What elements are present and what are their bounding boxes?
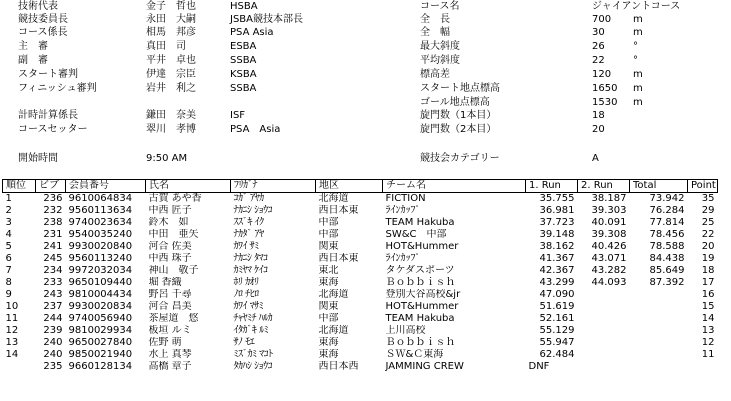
course-row <box>0 96 731 109</box>
course-unit: m <box>633 97 643 108</box>
table-cell: 233 <box>43 277 63 288</box>
table-cell: 236 <box>43 193 63 204</box>
course-value: 26 <box>592 41 605 52</box>
table-row <box>3 337 718 349</box>
table-cell: 43.071 <box>591 253 627 264</box>
table-cell: 東北 <box>318 265 339 276</box>
table-cell: 17 <box>701 277 715 288</box>
table-cell: 35 <box>701 193 715 204</box>
official-role: コースセッター <box>18 124 88 135</box>
table-cell: 231 <box>43 229 63 240</box>
table-cell <box>630 349 688 361</box>
table-cell: 40.426 <box>591 241 627 252</box>
category-row <box>0 152 731 165</box>
table-cell <box>630 301 688 313</box>
course-unit: m <box>633 69 643 80</box>
official-org: SSBA <box>230 83 257 94</box>
table-cell: 茶屋道 悠 <box>148 313 199 324</box>
table-cell: 7 <box>5 265 12 276</box>
start-time-label: 開始時間 <box>18 153 58 164</box>
official-role: 技術代表 <box>18 1 58 12</box>
table-cell: 37.723 <box>539 217 575 228</box>
table-cell: ﾅｶﾀﾞ ｱﾔ <box>233 229 264 240</box>
table-cell: 西日本西 <box>318 361 359 372</box>
course-value: 22 <box>592 55 605 66</box>
table-cell: ﾎﾘ ｶｵﾘ <box>233 277 259 288</box>
table-cell: HOT&Hummer <box>385 301 459 312</box>
official-name: 伊達 宗臣 <box>146 69 196 80</box>
table-cell: 関東 <box>318 301 339 312</box>
course-value: ジャイアントコース <box>592 1 681 12</box>
table-cell: ﾅｶﾆｼ ｼｮｳｺ <box>233 205 273 216</box>
table-cell: 43.282 <box>591 265 627 276</box>
table-cell: 板垣 ルミ <box>148 325 192 336</box>
course-value: 120 <box>592 69 612 80</box>
table-cell: 中部 <box>318 313 339 324</box>
table-row <box>3 241 718 253</box>
table-cell: 241 <box>43 241 63 252</box>
table-cell: ｲﾀｶﾞｷ ﾙﾐ <box>233 325 269 336</box>
table-cell: ﾀｶﾊｼ ｼｮｳｺ <box>233 361 273 372</box>
table-cell: 10 <box>5 301 19 312</box>
official-name: 平井 卓也 <box>146 55 196 66</box>
table-cell: ﾁｬﾔﾐﾁ ﾊﾙｶ <box>233 313 273 324</box>
official-role: 計時計算係長 <box>18 110 78 121</box>
table-cell: 登別大谷高校&jr <box>385 289 461 300</box>
table-cell: 43.299 <box>539 277 575 288</box>
table-cell: ｺｶﾞ ｱﾔｶ <box>233 193 264 204</box>
course-row <box>0 13 731 26</box>
official-name: 相馬 邦彦 <box>146 27 196 38</box>
table-cell: ｽｽﾞｷ ｲｸ <box>233 217 264 228</box>
table-cell: 55.129 <box>539 325 575 336</box>
table-cell: 25 <box>701 217 715 228</box>
course-unit: m <box>633 27 643 38</box>
course-label: 最大斜度 <box>420 41 460 52</box>
table-cell: 38.187 <box>591 193 627 204</box>
table-cell: 9972032034 <box>68 265 133 276</box>
table-row <box>3 253 718 265</box>
column-header: 地区 <box>316 180 383 193</box>
table-cell: 52.161 <box>539 313 575 324</box>
table-cell: ＳＷ&Ｃ東海 <box>385 349 444 360</box>
table-cell: 239 <box>43 325 63 336</box>
table-cell: 39.308 <box>591 229 627 240</box>
table-header-row <box>3 180 718 193</box>
table-cell: 東海 <box>318 349 339 360</box>
table-cell: 3 <box>5 217 12 228</box>
table-cell: 堀 香織 <box>148 277 182 288</box>
table-cell: 240 <box>43 349 63 360</box>
course-label: 標高差 <box>420 69 450 80</box>
table-cell: 6 <box>5 253 12 264</box>
table-cell <box>630 313 688 325</box>
table-cell <box>630 337 688 349</box>
table-cell: 11 <box>5 313 19 324</box>
table-cell <box>578 313 630 325</box>
table-cell: 22 <box>701 229 715 240</box>
table-row <box>3 313 718 325</box>
table-cell: 20 <box>701 241 715 252</box>
table-cell: 87.392 <box>649 277 685 288</box>
table-row <box>3 289 718 301</box>
official-name: 永田 大嗣 <box>146 14 196 25</box>
table-cell: DNF <box>528 361 550 372</box>
table-cell: 41.367 <box>539 253 575 264</box>
column-header: 氏名 <box>146 180 231 193</box>
table-cell: 9560113634 <box>68 205 133 216</box>
table-cell: ｶﾐﾔﾏ ｹｲｺ <box>233 265 268 276</box>
column-header: 2. Run <box>578 180 630 193</box>
table-row <box>3 265 718 277</box>
course-row <box>0 26 731 39</box>
table-cell: 5 <box>5 241 12 252</box>
table-cell: TEAM Hakuba <box>385 217 455 228</box>
table-cell: 西日本東 <box>318 205 359 216</box>
table-cell: 北海道 <box>318 325 349 336</box>
course-value: 1650 <box>592 83 618 94</box>
table-cell: 上川高校 <box>385 325 426 336</box>
table-cell: 古賀 あや香 <box>148 193 202 204</box>
table-cell: 78.588 <box>649 241 685 252</box>
official-name: 翠川 孝博 <box>146 124 196 135</box>
table-cell <box>3 361 36 373</box>
category-label: 競技会カテゴリー <box>420 153 500 164</box>
table-row <box>3 325 718 337</box>
column-header: ビブ <box>36 180 66 193</box>
table-cell: 12 <box>701 337 715 348</box>
course-label: コース名 <box>420 1 460 12</box>
table-row <box>3 193 718 206</box>
table-cell: 河合 佐美 <box>148 241 192 252</box>
table-cell <box>578 325 630 337</box>
table-cell <box>578 349 630 361</box>
table-cell: Ｂｏｂｂｉｓｈ <box>385 277 456 288</box>
table-cell: 16 <box>701 289 715 300</box>
official-role: 競技委員長 <box>18 14 68 25</box>
official-org: SSBA <box>230 55 257 66</box>
column-header: 1. Run <box>526 180 578 193</box>
table-cell: 神山 敬子 <box>148 265 199 276</box>
table-cell: 35.755 <box>539 193 575 204</box>
results-table <box>2 179 718 373</box>
table-cell <box>578 289 630 301</box>
table-cell: 36.981 <box>539 205 575 216</box>
table-cell: 9540035240 <box>68 229 133 240</box>
official-name: 鎌田 奈美 <box>146 110 196 121</box>
table-cell: 14 <box>5 349 19 360</box>
course-row <box>0 68 731 81</box>
table-cell: HOT&Hummer <box>385 241 459 252</box>
table-cell: 39.303 <box>591 205 627 216</box>
table-cell: 9650027840 <box>68 337 133 348</box>
table-cell: 東海 <box>318 337 339 348</box>
table-cell: 15 <box>701 301 715 312</box>
table-cell: 高橋 章子 <box>148 361 192 372</box>
table-cell: 11 <box>701 349 715 360</box>
course-row <box>0 123 731 136</box>
official-role: コース係長 <box>18 27 68 38</box>
column-header: ﾌﾘｶﾞﾅ <box>231 180 316 193</box>
course-row <box>0 0 731 13</box>
table-cell: TEAM Hakuba <box>385 313 455 324</box>
table-cell: 9 <box>5 289 12 300</box>
table-cell: 中西 匠子 <box>148 205 192 216</box>
table-cell: 47.090 <box>539 289 575 300</box>
table-cell: 野呂 千尋 <box>148 289 192 300</box>
table-cell: 2 <box>5 205 12 216</box>
course-unit: ° <box>633 41 638 52</box>
course-value: 18 <box>592 110 605 121</box>
course-label: スタート地点標高 <box>420 83 500 94</box>
table-cell: 9930020834 <box>68 301 133 312</box>
table-cell: 38.162 <box>539 241 575 252</box>
table-cell: 12 <box>5 325 19 336</box>
table-cell: 中西 珠子 <box>148 253 192 264</box>
official-role: スタート審判 <box>18 69 78 80</box>
table-cell: 北海道 <box>318 289 349 300</box>
table-cell: 78.456 <box>649 229 685 240</box>
table-cell: ｶﾜｲ ﾏｻﾐ <box>233 301 264 312</box>
table-cell: 9650109440 <box>68 277 133 288</box>
table-cell: 中部 <box>318 229 339 240</box>
table-cell: ｶﾜｲ ｻﾐ <box>233 241 259 252</box>
table-cell: 77.814 <box>649 217 685 228</box>
table-cell: 佐野 萌 <box>148 337 182 348</box>
table-cell: 76.284 <box>649 205 685 216</box>
table-cell: 13 <box>5 337 19 348</box>
table-cell: 9850021940 <box>68 349 133 360</box>
table-row <box>3 217 718 229</box>
table-cell: 39.148 <box>539 229 575 240</box>
table-cell: 北海道 <box>318 193 349 204</box>
table-cell: 9740023634 <box>68 217 133 228</box>
course-unit: m <box>633 83 643 94</box>
course-value: 1530 <box>592 97 618 108</box>
table-cell: 84.438 <box>649 253 685 264</box>
column-header: 順位 <box>3 180 36 193</box>
column-header: Point <box>688 180 718 193</box>
official-org: PSA Asia <box>230 27 274 38</box>
table-cell: 9740056940 <box>68 313 133 324</box>
table-cell: 水上 真琴 <box>148 349 192 360</box>
table-cell: 中部 <box>318 217 339 228</box>
table-cell: 中田 亜矢 <box>148 229 199 240</box>
table-cell: 44.093 <box>591 277 627 288</box>
table-cell: SW&C 中部 <box>385 229 447 240</box>
table-cell <box>688 361 718 373</box>
table-cell <box>630 325 688 337</box>
table-cell <box>578 361 630 373</box>
course-value: 20 <box>592 124 605 135</box>
table-cell: 55.947 <box>539 337 575 348</box>
table-row <box>3 205 718 217</box>
official-org: JSBA競技本部長 <box>230 14 303 25</box>
table-cell: 河合 昌美 <box>148 301 192 312</box>
table-cell: 238 <box>43 217 63 228</box>
table-cell: 鈴木 如 <box>148 217 189 228</box>
table-cell: 235 <box>43 361 63 372</box>
table-cell: 51.619 <box>539 301 575 312</box>
table-cell: 29 <box>701 205 715 216</box>
table-cell <box>578 337 630 349</box>
table-cell: 9810004434 <box>68 289 133 300</box>
course-row <box>0 109 731 122</box>
course-unit: ° <box>633 55 638 66</box>
course-label: 全 長 <box>420 14 450 25</box>
table-cell: 237 <box>43 301 63 312</box>
table-cell: 14 <box>701 313 715 324</box>
table-cell: 244 <box>43 313 63 324</box>
table-cell: 243 <box>43 289 63 300</box>
table-cell: 8 <box>5 277 12 288</box>
column-header: Total <box>630 180 688 193</box>
course-value: 700 <box>592 14 612 25</box>
course-label: ゴール地点標高 <box>420 97 490 108</box>
table-cell: 9560113240 <box>68 253 133 264</box>
table-cell: FICTION <box>385 193 426 204</box>
table-cell: 234 <box>43 265 63 276</box>
official-org: PSA Asia <box>230 124 281 135</box>
table-row <box>3 301 718 313</box>
table-cell <box>630 289 688 301</box>
official-role: フィニッシュ審判 <box>18 83 97 94</box>
official-role: 主 審 <box>18 41 48 52</box>
official-org: ESBA <box>230 41 257 52</box>
table-cell: 42.367 <box>539 265 575 276</box>
table-cell: 9660128134 <box>68 361 133 372</box>
table-cell: 240 <box>43 337 63 348</box>
official-org: HSBA <box>230 1 258 12</box>
table-row <box>3 229 718 241</box>
table-cell: 9810029934 <box>68 325 133 336</box>
table-cell <box>630 361 688 373</box>
table-cell: 西日本東 <box>318 253 359 264</box>
table-cell: 62.484 <box>539 349 575 360</box>
table-cell: タケダスポーツ <box>385 265 455 276</box>
table-cell: 73.942 <box>649 193 685 204</box>
course-label: 旋門数（2本目） <box>420 124 497 135</box>
course-row <box>0 40 731 53</box>
table-cell <box>578 301 630 313</box>
course-row <box>0 82 731 95</box>
table-cell: 9610064834 <box>68 193 133 204</box>
table-cell: 19 <box>701 253 715 264</box>
course-label: 平均斜度 <box>420 55 460 66</box>
column-header: 会員番号 <box>66 180 146 193</box>
table-cell: Ｂｏｂｂｉｓｈ <box>385 337 456 348</box>
table-cell: 1 <box>5 193 12 204</box>
table-cell: 245 <box>43 253 63 264</box>
official-org: ISF <box>230 110 246 121</box>
table-cell: 13 <box>701 325 715 336</box>
table-cell: 85.649 <box>649 265 685 276</box>
table-cell: ﾐｽﾞｶﾐ ﾏｺﾄ <box>233 349 273 360</box>
category-value: A <box>592 153 599 164</box>
table-row <box>3 349 718 361</box>
course-label: 旋門数（1本目） <box>420 110 497 121</box>
table-row <box>3 361 718 373</box>
course-value: 30 <box>592 27 605 38</box>
table-cell: 東海 <box>318 277 339 288</box>
table-cell: 4 <box>5 229 12 240</box>
table-cell: ﾉﾛ ﾁﾋﾛ <box>233 289 259 300</box>
table-cell: 9930020840 <box>68 241 133 252</box>
official-name: 岩井 利之 <box>146 83 196 94</box>
table-row <box>3 277 718 289</box>
table-cell: JAMMING CREW <box>385 361 464 372</box>
course-label: 全 幅 <box>420 27 450 38</box>
table-cell: ﾅｶﾆｼ ﾀﾏｺ <box>233 253 268 264</box>
official-name: 真田 司 <box>146 41 186 52</box>
course-unit: m <box>633 14 643 25</box>
table-cell: ｻﾉ ﾓｴ <box>233 337 255 348</box>
table-cell: 40.091 <box>591 217 627 228</box>
course-row <box>0 54 731 67</box>
official-role: 副 審 <box>18 55 48 66</box>
table-cell: ﾗｲﾝｶｯﾌﾟ <box>385 205 421 216</box>
official-org: KSBA <box>230 69 257 80</box>
table-cell: 関東 <box>318 241 339 252</box>
start-time-value: 9:50 AM <box>146 153 188 164</box>
table-cell: 232 <box>43 205 63 216</box>
column-header: チーム名 <box>383 180 526 193</box>
table-cell: 18 <box>701 265 715 276</box>
official-name: 金子 哲也 <box>146 1 196 12</box>
table-cell: ﾗｲﾝｶｯﾌﾟ <box>385 253 421 264</box>
